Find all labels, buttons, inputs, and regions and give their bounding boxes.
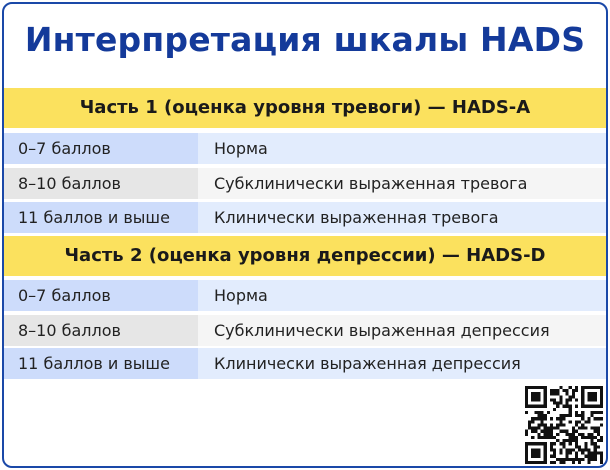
score-range: 11 баллов и выше [4, 348, 198, 379]
table-row [4, 279, 606, 311]
table-row [4, 347, 606, 379]
page-title: Интерпретация шкалы HADS [24, 20, 586, 59]
score-meaning: Клинически выраженная тревога [198, 202, 606, 233]
score-meaning: Субклинически выраженная депрессия [198, 315, 606, 346]
qr-code-icon [525, 386, 603, 464]
table-row [4, 201, 606, 233]
score-range: 0–7 баллов [4, 133, 198, 164]
table-row [4, 167, 606, 199]
hads-card [2, 2, 608, 468]
section-header-depression: Часть 2 (оценка уровня депрессии) — HADS-D [4, 236, 606, 276]
score-meaning: Норма [198, 133, 606, 164]
score-meaning: Субклинически выраженная тревога [198, 168, 606, 199]
score-range: 8–10 баллов [4, 168, 198, 199]
table-row [4, 132, 606, 164]
score-range: 0–7 баллов [4, 280, 198, 311]
table-row [4, 314, 606, 346]
score-range: 8–10 баллов [4, 315, 198, 346]
score-range: 11 баллов и выше [4, 202, 198, 233]
score-meaning: Норма [198, 280, 606, 311]
section-header-anxiety: Часть 1 (оценка уровня тревоги) — HADS-A [4, 88, 606, 128]
score-meaning: Клинически выраженная депрессия [198, 348, 606, 379]
